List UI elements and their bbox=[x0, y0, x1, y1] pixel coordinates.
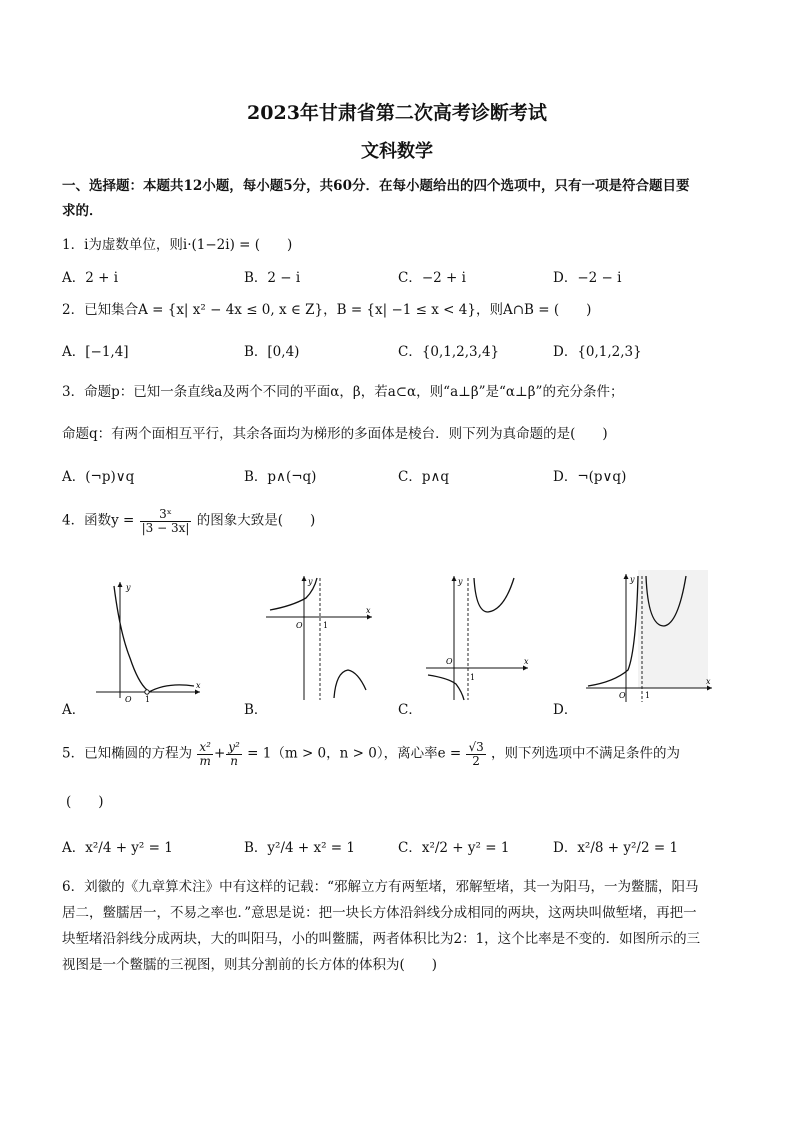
q5-answer-paren: ( ) bbox=[66, 794, 104, 810]
q5-option-d: D．x²/8 + y²/2 = 1 bbox=[553, 840, 679, 856]
origin-label: O bbox=[619, 691, 626, 700]
q3-option-a: A．(¬p)∨q bbox=[62, 469, 135, 485]
x-label: x bbox=[196, 681, 201, 690]
q4-graph-a bbox=[92, 578, 204, 702]
q5-fraction-x: $\frac{\text{x²}}{m}$ bbox=[199, 740, 211, 768]
q5-option-c: C．x²/2 + y² = 1 bbox=[398, 840, 510, 856]
q4-function-fraction bbox=[140, 508, 192, 534]
x-arrow-icon bbox=[195, 690, 200, 695]
y-arrow-icon bbox=[452, 576, 457, 581]
y-arrow-icon bbox=[118, 582, 123, 587]
tick-one-label: 1 bbox=[645, 691, 651, 700]
curve-right bbox=[474, 578, 514, 612]
x-label: x bbox=[366, 606, 371, 615]
q1-stem: 1．i为虚数单位，则i·(1−2i) = ( ) bbox=[62, 237, 293, 253]
q6-line4: 视图是一个鳖臑的三视图，则其分割前的长方体的体积为( ) bbox=[62, 957, 438, 973]
q1-option-c: C．−2 + i bbox=[398, 270, 466, 286]
origin-label: O bbox=[446, 657, 453, 666]
q5-option-b: B．y²/4 + x² = 1 bbox=[244, 840, 355, 856]
q4-option-b-label: B． bbox=[244, 702, 268, 718]
page-title: 2023年甘肃省第二次高考诊断考试 bbox=[247, 102, 547, 124]
tick-one-label: 1 bbox=[323, 621, 329, 630]
y-arrow-icon bbox=[302, 576, 307, 581]
origin-label: O bbox=[125, 695, 132, 702]
q4-frac-num: 3ˣ bbox=[140, 508, 192, 522]
y-arrow-icon bbox=[624, 574, 629, 579]
curve-left bbox=[428, 675, 464, 700]
x-arrow-icon bbox=[523, 666, 528, 671]
q5-stem-middle: = 1（m > 0，n > 0），离心率e = bbox=[247, 745, 462, 762]
q5-stem-prefix: 5．已知椭圆的方程为 bbox=[62, 745, 193, 762]
q3-stem-line1: 3．命题p：已知一条直线a及两个不同的平面α，β，若a⊂α，则“a⊥β”是“α⊥β”的充分条件； bbox=[62, 384, 624, 400]
section-heading-line1: 一、选择题：本题共12小题，每小题5分，共60分．在每小题给出的四个选项中，只有一项是符合题目要 bbox=[62, 178, 690, 194]
open-point bbox=[145, 690, 149, 694]
q3-option-d: D．¬(p∨q) bbox=[553, 469, 627, 485]
x-label: x bbox=[524, 657, 529, 666]
q1-option-d: D．−2 − i bbox=[553, 270, 622, 286]
tick-one-label: 1 bbox=[470, 673, 476, 682]
x-arrow-icon bbox=[707, 686, 712, 691]
origin-label: O bbox=[296, 621, 303, 630]
tick-one-label: 1 bbox=[145, 695, 151, 702]
q4-stem bbox=[62, 508, 315, 534]
q2-option-d: D．{0,1,2,3} bbox=[553, 344, 642, 360]
curve-right bbox=[334, 670, 366, 698]
q2-option-b: B．[0,4) bbox=[244, 344, 300, 360]
q1-option-a: A．2 + i bbox=[62, 270, 119, 286]
q3-option-c: C．p∧q bbox=[398, 469, 449, 485]
curve-left bbox=[588, 576, 638, 686]
q6-line1: 6．刘徽的《九章算术注》中有这样的记载：“邪解立方有两堑堵，邪解堑堵，其一为阳马，一为鳖臑，阳马 bbox=[62, 879, 699, 895]
q4-stem-suffix: 的图象大致是( ) bbox=[196, 512, 316, 529]
q4-graph-b bbox=[262, 572, 374, 702]
q4-frac-den: |3 − 3x| bbox=[141, 520, 190, 535]
x-arrow-icon bbox=[367, 615, 372, 620]
q4-stem-prefix: 4．函数y = bbox=[62, 512, 135, 529]
q3-stem-line2: 命题q：有两个面相互平行，其余各面均为梯形的多面体是棱台．则下列为真命题的是( ) bbox=[62, 426, 608, 442]
q4-option-a-label: A． bbox=[62, 702, 86, 718]
q6-line3: 块堑堵沿斜线分成两块，大的叫阳马，小的叫鳖臑，两者体积比为2：1，这个比率是不变的．如图所示的三 bbox=[62, 931, 701, 947]
q5-stem-suffix: ，则下列选项中不满足条件的为 bbox=[491, 745, 681, 762]
q2-stem: 2．已知集合A = {x| x² − 4x ≤ 0, x ∈ Z}，B = {x| −1 ≤ x < 4}，则A∩B = ( ) bbox=[62, 302, 592, 318]
q5-stem: 5．已知椭圆的方程为 $\frac{\text{x²}}{m}$ + $\frac{\text{y²}}{n}$ = 1（m > 0，n > 0），离心率e = $\frac{√3}{2}$ ，则下列选项中不满足条件的为 bbox=[62, 740, 681, 768]
q3-option-b: B．p∧(¬q) bbox=[244, 469, 317, 485]
q5-ecc-num: √3 bbox=[468, 740, 484, 754]
curve bbox=[114, 586, 194, 692]
q2-option-c: C．{0,1,2,3,4} bbox=[398, 344, 500, 360]
q1-option-b: B．2 − i bbox=[244, 270, 301, 286]
q5-eccentricity-fraction bbox=[466, 741, 485, 767]
y-label: y bbox=[126, 583, 131, 592]
q4-option-d-label: D． bbox=[553, 702, 578, 718]
q2-option-a: A．[−1,4] bbox=[62, 344, 129, 360]
q6-line2: 居二，鳖臑居一，不易之率也．”意思是说：把一块长方体沿斜线分成相同的两块，这两块叫做堑堵，再把一 bbox=[62, 905, 697, 921]
y-label: y bbox=[458, 577, 463, 586]
q4-option-c-label: C． bbox=[398, 702, 422, 718]
y-label: y bbox=[308, 577, 313, 586]
q4-graph-c bbox=[424, 572, 534, 702]
q5-option-a: A．x²/4 + y² = 1 bbox=[62, 840, 173, 856]
q5-fraction-y: $\frac{\text{y²}}{n}$ bbox=[228, 740, 240, 768]
x-label: x bbox=[706, 677, 711, 686]
scan-shading bbox=[638, 570, 708, 688]
page-subtitle: 文科数学 bbox=[361, 141, 433, 162]
q4-graph-d bbox=[584, 570, 714, 704]
y-label: y bbox=[630, 575, 635, 584]
section-heading-line2: 求的． bbox=[62, 203, 103, 219]
q5-ecc-den: 2 bbox=[472, 753, 480, 768]
